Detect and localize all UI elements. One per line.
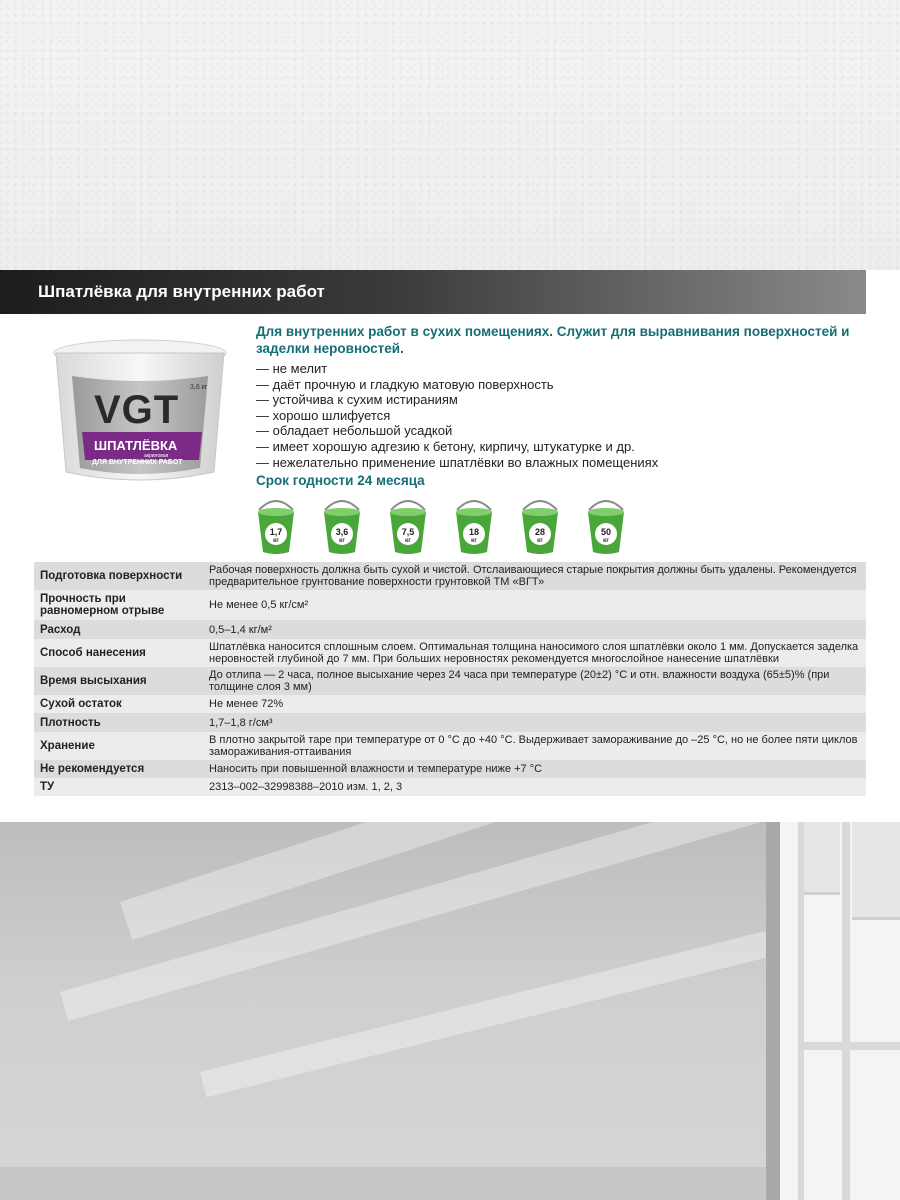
table-row [34,778,866,796]
package-unit: кг [537,537,543,544]
table-row [34,562,866,590]
product-purpose: ДЛЯ ВНУТРЕННИХ РАБОТ [92,459,183,466]
room-photo [0,822,900,1200]
spec-value: 1,7–1,8 г/см³ [203,713,866,732]
section-title: Шпатлёвка для внутренних работ [38,282,325,301]
package-bucket-icon [584,496,628,556]
package-bucket-icon [320,496,364,556]
spec-value: 2313–002–32998388–2010 изм. 1, 2, 3 [203,778,866,796]
spec-value: Шпатлёвка наносится сплошным слоем. Оптимальная толщина наносимого слоя шпатлёвки около 1 мм. Допускается заделка неровностей глубиной до 7 мм. При больших неровностях рекомендуется многослойное нанесение шпатлёвки [203,639,866,667]
feature-item: — имеет хорошую адгезию к бетону, кирпичу, штукатурке и др. [256,438,635,454]
spec-label: ТУ [34,778,203,796]
table-row [34,732,866,760]
table-row [34,760,866,778]
window [780,822,900,1200]
table-row [34,639,866,667]
product-brand: VGT [94,388,180,432]
feature-item: — обладает небольшой усадкой [256,423,453,439]
package-bucket-icon [254,496,298,556]
feature-item: — не мелит [256,361,328,376]
package-unit: кг [471,537,477,544]
table-row [34,620,866,639]
spec-label: Сухой остаток [34,695,203,713]
package-weight: 18 [468,527,479,537]
spec-label: Не рекомендуется [34,760,203,778]
package-unit: кг [273,537,279,544]
spec-value: 0,5–1,4 кг/м² [203,620,866,639]
feature-item: — устойчива к сухим истираниям [256,392,458,408]
section-banner [0,270,866,314]
product-subtitle: акриловая [144,453,169,459]
spec-label: Расход [34,620,203,639]
package-weight: 50 [600,527,611,537]
product-description: Для внутренних работ в сухих помещениях. Служит для выравнивания поверхностей и заделки неровностей. [256,324,850,356]
package-bucket-icon [452,496,496,556]
feature-item: — даёт прочную и гладкую матовую поверхность [256,376,554,392]
package-unit: кг [339,537,345,544]
spec-label: Хранение [34,732,203,760]
table-row [34,695,866,713]
table-row [34,713,866,732]
table-row [34,667,866,695]
package-bucket-icon [386,496,430,556]
package-weight: 28 [534,527,545,537]
package-weight: 7,5 [401,527,415,537]
feature-item: — нежелательно применение шпатлёвки во влажных помещениях [256,454,659,470]
package-bucket-icon [518,496,562,556]
spec-label: Плотность [34,713,203,732]
product-weight: 3,6 кг [190,384,208,391]
product-name: ШПАТЛЁВКА [94,438,178,453]
feature-item: — хорошо шлифуется [256,407,391,423]
spec-value: До отлипа — 2 часа, полное высыхание через 24 часа при температуре (20±2) °С и отн. влажности воздуха (65±5)% (при толщине слоя 3 мм) [203,667,866,695]
spec-value: В плотно закрытой таре при температуре от 0 °С до +40 °С. Выдерживает замораживание до –25 °С, но не более пяти циклов замораживания-оттаивания [203,732,866,760]
wall-texture-top [0,0,900,270]
spec-value: Не менее 0,5 кг/см² [203,590,866,620]
spec-label: Способ нанесения [34,639,203,667]
package-unit: кг [405,537,411,544]
spec-label: Подготовка поверхности [34,562,203,590]
spec-label: Прочность при равномерном отрыве [34,590,203,620]
shelf-life: Срок годности 24 месяца [256,473,425,488]
package-weight: 3,6 [335,527,349,537]
spec-value: Наносить при повышенной влажности и температуре ниже +7 °С [203,760,866,778]
specs-table [34,562,866,796]
package-unit: кг [603,537,609,544]
spec-value: Не менее 72% [203,695,866,713]
table-row [34,590,866,620]
product-image [52,336,228,486]
spec-value: Рабочая поверхность должна быть сухой и чистой. Отслаивающиеся старые покрытия должны быть удалены. Рекомендуется предварительное грунтование поверхности грунтовкой ТМ «ВГТ» [203,562,866,590]
package-weight: 1,7 [269,527,283,537]
feature-list [256,361,658,470]
spec-label: Время высыхания [34,667,203,695]
package-sizes [254,496,654,558]
